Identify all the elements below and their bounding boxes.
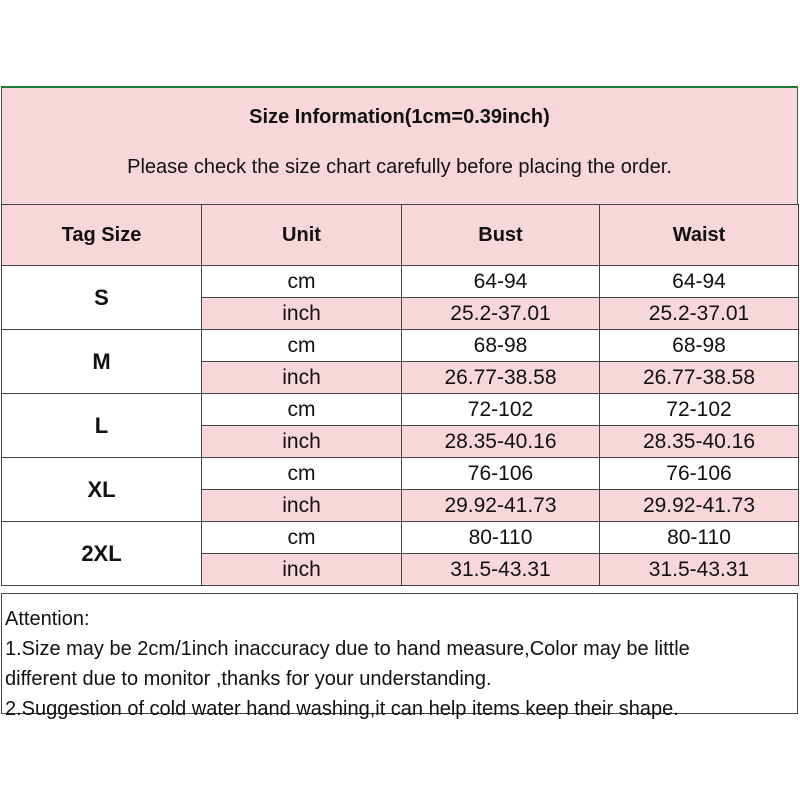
table-row bbox=[2, 266, 799, 298]
waist-cell: 64-94 bbox=[600, 266, 799, 298]
chart-header bbox=[1, 86, 798, 204]
unit-cell: cm bbox=[202, 458, 402, 490]
size-chart bbox=[1, 86, 799, 720]
chart-title: Size Information(1cm=0.39inch) bbox=[249, 106, 550, 128]
attention-line: different due to monitor ,thanks for your understanding. bbox=[5, 668, 492, 690]
table-header-row bbox=[2, 205, 799, 266]
unit-cell: inch bbox=[202, 426, 402, 458]
waist-cell: 31.5-43.31 bbox=[600, 554, 799, 586]
bust-cell: 25.2-37.01 bbox=[402, 298, 600, 330]
unit-cell: cm bbox=[202, 394, 402, 426]
table-row bbox=[2, 458, 799, 490]
bust-cell: 80-110 bbox=[402, 522, 600, 554]
column-header-tag-size: Tag Size bbox=[2, 205, 202, 266]
waist-cell: 80-110 bbox=[600, 522, 799, 554]
waist-cell: 29.92-41.73 bbox=[600, 490, 799, 522]
waist-cell: 68-98 bbox=[600, 330, 799, 362]
unit-cell: inch bbox=[202, 298, 402, 330]
tag-size-cell: M bbox=[2, 330, 202, 394]
unit-cell: cm bbox=[202, 266, 402, 298]
bust-cell: 29.92-41.73 bbox=[402, 490, 600, 522]
table-row bbox=[2, 330, 799, 362]
unit-cell: inch bbox=[202, 490, 402, 522]
bust-cell: 76-106 bbox=[402, 458, 600, 490]
unit-cell: cm bbox=[202, 330, 402, 362]
table-row bbox=[2, 394, 799, 426]
attention-heading: Attention: bbox=[5, 608, 90, 630]
table-row bbox=[2, 522, 799, 554]
column-header-bust: Bust bbox=[402, 205, 600, 266]
bust-cell: 72-102 bbox=[402, 394, 600, 426]
waist-cell: 25.2-37.01 bbox=[600, 298, 799, 330]
attention-notes bbox=[1, 593, 798, 720]
chart-subtitle: Please check the size chart carefully before placing the order. bbox=[127, 156, 672, 178]
tag-size-cell: XL bbox=[2, 458, 202, 522]
tag-size-cell: 2XL bbox=[2, 522, 202, 586]
tag-size-cell: L bbox=[2, 394, 202, 458]
bust-cell: 28.35-40.16 bbox=[402, 426, 600, 458]
unit-cell: inch bbox=[202, 554, 402, 586]
waist-cell: 28.35-40.16 bbox=[600, 426, 799, 458]
unit-cell: inch bbox=[202, 362, 402, 394]
bust-cell: 68-98 bbox=[402, 330, 600, 362]
waist-cell: 76-106 bbox=[600, 458, 799, 490]
waist-cell: 72-102 bbox=[600, 394, 799, 426]
attention-line: 1.Size may be 2cm/1inch inaccuracy due to hand measure,Color may be little bbox=[5, 638, 690, 660]
column-header-unit: Unit bbox=[202, 205, 402, 266]
column-header-waist: Waist bbox=[600, 205, 799, 266]
waist-cell: 26.77-38.58 bbox=[600, 362, 799, 394]
bust-cell: 26.77-38.58 bbox=[402, 362, 600, 394]
attention-line: 2.Suggestion of cold water hand washing,it can help items keep their shape. bbox=[5, 698, 679, 720]
size-table bbox=[1, 204, 799, 586]
bust-cell: 31.5-43.31 bbox=[402, 554, 600, 586]
unit-cell: cm bbox=[202, 522, 402, 554]
bust-cell: 64-94 bbox=[402, 266, 600, 298]
tag-size-cell: S bbox=[2, 266, 202, 330]
